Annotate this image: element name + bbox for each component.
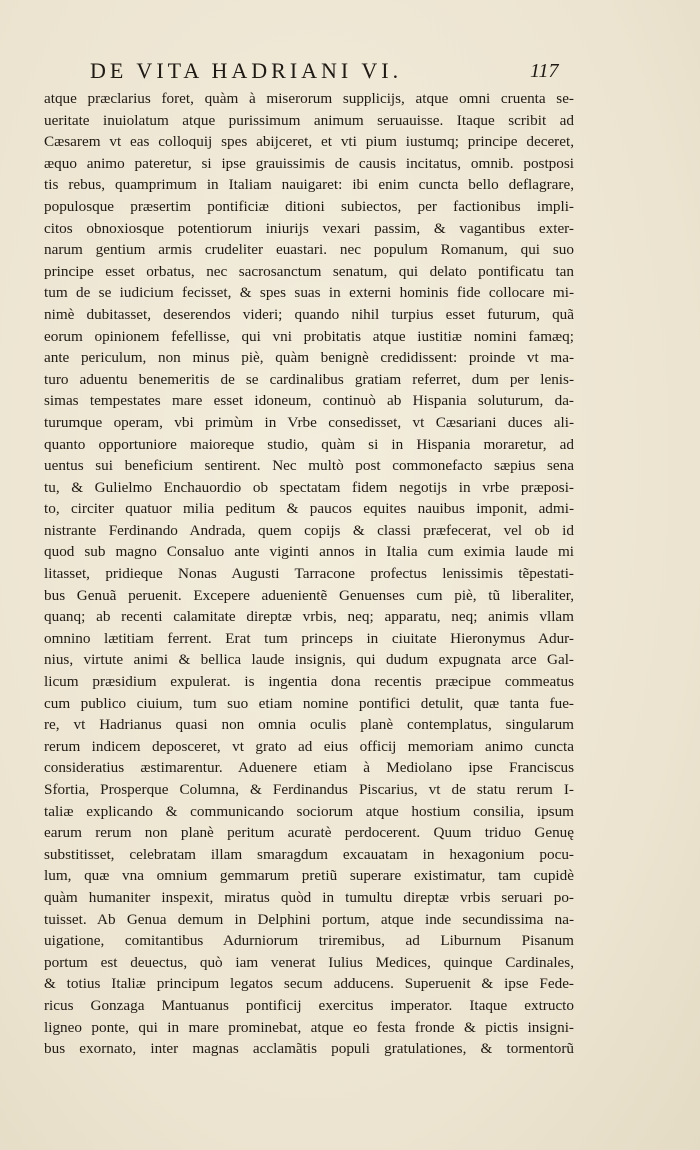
page-number: 117 [530,60,559,82]
text-line: æquo animo pateretur, si ipse grauissimis de causis incitatus, omnib. postposi [44,154,574,172]
text-line: quàm humaniter inspexit, miratus quòd in tumultu direptæ vrbis seruari po- [44,888,574,906]
text-line: eorum opinionem fefellisse, qui vni probitatis atque iustitiæ nomini famæq; [44,327,574,345]
text-line: tum de se iudicium fecisset, & spes suas in externi hominis fide collocare mi- [44,284,574,302]
text-line: populosque præsertim pontificiæ ditioni subiectos, per factionibus impli- [44,197,574,215]
text-line: quanto opportuniore maioreque studio, quàm si in Hispania moraretur, ad [44,435,574,453]
body-text [44,88,574,1060]
text-line: substitisset, celebratam illam smaragdum excauatam in hexagonium pocu- [44,845,574,863]
text-line: principe esset orbatus, nec sacrosanctum senatum, qui delato pontificatu tan [44,262,574,280]
text-line: lum, quæ vna omnium gemmarum pretiũ superare existimatur, tam cupidè [44,867,574,885]
text-line: simas tempestates mare esset idoneum, continuò ab Hispania soluturum, da- [44,392,574,410]
text-line: citos obnoxiosque potentiorum iniurijs vexari passim, & vagantibus exter- [44,219,574,237]
text-line: ricus Gonzaga Mantuanus pontificij exercitus imperator. Itaque extructo [44,996,574,1014]
text-line: omnino lætitiam ferrent. Erat tum princeps in ciuitate Hieronymus Adur- [44,629,574,647]
text-line: to, circiter quatuor milia peditum & paucos equites nauibus imponit, admi- [44,500,574,518]
text-line: uigatione, comitantibus Adurniorum triremibus, ad Liburnum Pisanum [44,932,574,950]
text-line: taliæ explicando & communicando sociorum atque hostium consilia, ipsum [44,802,574,820]
text-line: narum gentium armis crudeliter euastari. nec populum Romanum, qui suo [44,241,574,259]
text-line: nistrante Ferdinando Andrada, quem copijs & classi præfecerat, vel ob id [44,521,574,539]
text-line: atque præclarius foret, quàm à miserorum supplicijs, atque omni cruenta se- [44,90,574,107]
text-line: uentus sui beneficium sentirent. Nec multò post commonefacto sæpius sena [44,457,574,475]
text-line: nius, virtute animi & bellica laude insignis, qui dudum expugnata arce Gal- [44,651,574,669]
text-line: tis rebus, quamprimum in Italiam nauigaret: ibi enim cuncta bello deflagrare, [44,176,574,194]
text-line: tu, & Gulielmo Enchauordio ob spectatam fidem negotijs in vrbe præposi- [44,478,574,496]
text-line: Sfortia, Prosperque Columna, & Ferdinandus Piscarius, vt de statu rerum I- [44,781,574,798]
text-line: & totius Italiæ principum legatos secum adducens. Superuenit & ipse Fede- [44,975,574,993]
text-line: earum rerum non planè peritum acuratè perdocerent. Quum triduo Genuę [44,824,574,842]
running-head-title: DE VITA HADRIANI VI. [90,58,403,83]
text-line: turumque operam, vbi primùm in Vrbe consedisset, vt Cæsariani duces ali- [44,413,574,431]
text-line: tuisset. Ab Genua demum in Delphini portum, atque inde secundissima na- [44,910,574,928]
text-line: ueritate inuiolatum atque purissimum animum seruauisse. Itaque scribit ad [44,111,574,129]
text-line: ante periculum, non minus piè, quàm benignè credidissent: proinde vt ma- [44,349,574,367]
text-line: nimè dubitasset, deserendos videri; quando nihil turpius esset futurum, quã [44,305,574,323]
text-line: Cæsarem vt eas colloquij spes abijceret, et vti pium iustumq; principe deceret, [44,133,574,151]
text-line: portum est deuectus, quò iam venerat Iulius Medices, quinque Cardinales, [44,953,574,971]
text-line: licum præsidium expulerat. is ingentia dona recentis præcipue commeatus [44,673,574,691]
text-line: turo aduentu benemeritis de se cardinalibus gratiam referret, dum per lenis- [44,370,574,388]
text-line: re, vt Hadrianus quasi non omnia oculis planè contemplatus, singularum [44,716,574,734]
text-line: ligneo ponte, qui in mare prominebat, atque eo festa fronde & pictis insigni- [44,1018,574,1036]
text-line: quod sub magno Consaluo ante viginti annos in Italia cum eximia laude mi [44,543,574,561]
text-line: rerum indicem deposceret, vt grato ad eius officij memoriam animo cuncta [44,737,574,755]
text-line: litasset, pridieque Nonas Augusti Tarracone profectus lenissimis tẽpestati- [44,565,574,583]
text-line: quanq; ab recenti calamitate direptæ vrbis, neq; apparatu, neq; animis vllam [44,608,574,626]
text-line: bus Genuã peruenit. Excepere aduenientẽ Genuenses cum piè, tũ liberaliter, [44,586,574,604]
text-line: consideratius æstimarentur. Aduenere etiam à Mediolano ipse Franciscus [44,759,574,777]
text-line: bus exornato, inter magnas acclamãtis populi gratulationes, & tormentorũ [44,1040,574,1058]
text-line: cum publico ciuium, tum suo etiam nomine pontifici detulit, quæ tanta fue- [44,694,574,712]
